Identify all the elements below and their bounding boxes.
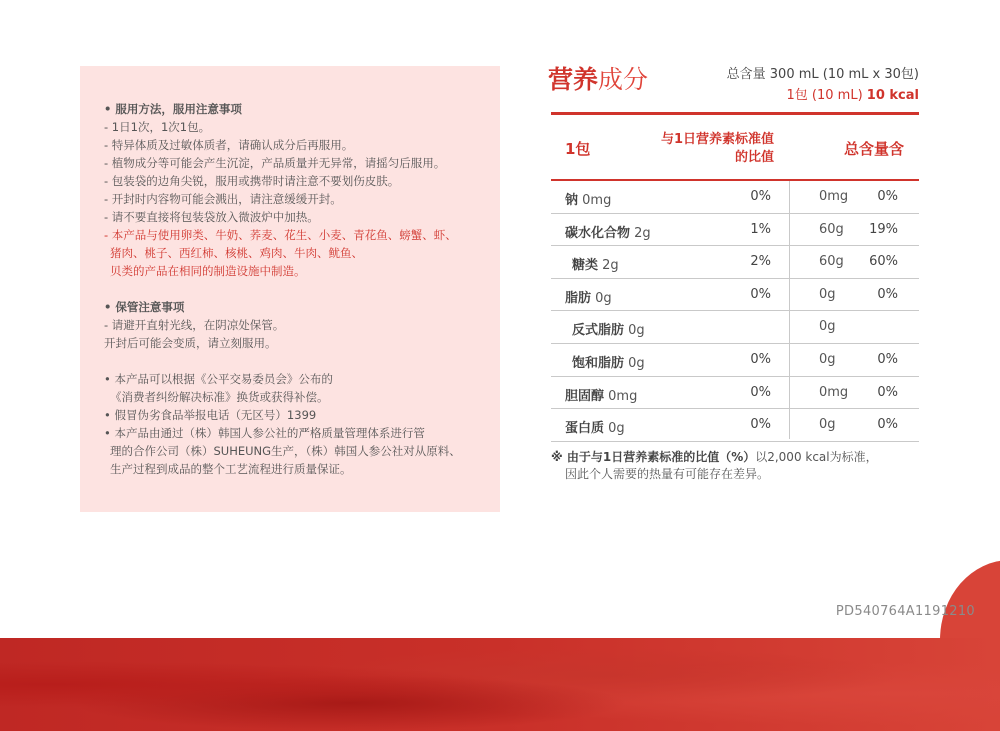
nutrient-name: 糖类 <box>572 258 599 274</box>
nutrition-row <box>551 214 919 247</box>
storage-line: 开封后可能会变质，请立刻服用。 <box>104 336 277 350</box>
allergen-line: 猪肉、桃子、西红柿、核桃、鸡肉、牛肉、鱿鱼、 <box>110 246 363 260</box>
notice-line: 理的合作公司（株）SUHEUNG生产，（株）韩国人参公社对从原料、 <box>110 444 461 458</box>
nutrient-name: 脂肪 <box>565 290 592 306</box>
per-pack-kcal: 10 kcal <box>866 88 919 103</box>
nutrient-amount: 0mg <box>582 193 612 208</box>
nutrition-row <box>551 279 919 312</box>
nutrition-title-light: 成分 <box>598 65 649 94</box>
nutrient-label <box>565 417 625 436</box>
nutrient-daily-pct: 0% <box>750 189 771 204</box>
product-code: PD540764A1191210 <box>835 604 975 619</box>
nutrient-total-amount: 0mg <box>819 189 849 204</box>
header-total: 总含量含 <box>844 140 905 158</box>
nutrient-total-pct: 0% <box>877 384 898 400</box>
header-daily-ratio-line2: 的比值 <box>734 150 774 165</box>
footnote-rest: 以2,000 kcal为标准， <box>755 450 878 464</box>
notice-line: • 本产品由通过（株）韩国人参公社的严格质量管理体系进行管 <box>104 426 425 440</box>
usage-title: • 服用方法，服用注意事项 <box>104 102 242 116</box>
header-daily-ratio <box>631 131 774 167</box>
nutrition-table <box>551 181 919 442</box>
nutrient-total-amount: 0g <box>819 417 836 433</box>
nutrition-title-bold: 营养 <box>548 65 599 94</box>
storage-line: - 请避开直射光线，在阴凉处保管。 <box>104 318 285 332</box>
precautions-panel <box>80 66 500 512</box>
usage-line: - 请不要直接将包装袋放入微波炉中加热。 <box>104 210 319 224</box>
nutrient-amount: 0g <box>595 290 612 306</box>
decorative-corner <box>930 540 1000 640</box>
nutrition-title <box>548 60 648 96</box>
nutrient-total-amount: 0g <box>819 319 836 335</box>
nutrient-label <box>565 287 612 306</box>
nutrient-total-pct: 0% <box>877 351 898 367</box>
nutrient-daily-pct: 0% <box>750 384 771 400</box>
nutrient-total-pct: 60% <box>869 254 898 270</box>
nutrient-total-amount: 0g <box>819 351 836 367</box>
notice-line: • 假冒伪劣食品举报电话（无区号）1399 <box>104 408 317 422</box>
nutrient-label <box>565 385 637 404</box>
nutrient-name: 反式脂肪 <box>572 323 625 339</box>
footnote-bold: ※ 由于与1日营养素标准的比值（%） <box>551 450 756 464</box>
nutrition-table-header <box>551 115 919 179</box>
per-pack-energy <box>727 85 919 106</box>
nutrient-label <box>565 222 651 241</box>
nutrition-row <box>551 311 919 344</box>
nutrient-amount: 0mg <box>608 388 638 404</box>
nutrient-label <box>565 189 611 208</box>
nutrient-label <box>572 254 619 273</box>
usage-line: - 包装袋的边角尖锐，服用或携带时请注意不要划伤皮肤。 <box>104 174 400 188</box>
notice-line: 生产过程到成品的整个工艺流程进行质量保证。 <box>110 462 352 476</box>
nutrient-total-pct: 0% <box>877 189 898 204</box>
nutrient-label <box>572 352 645 371</box>
nutrient-amount: 2g <box>634 225 651 241</box>
header-per-pack: 1包 <box>565 140 591 158</box>
notice-line: 《消费者纠纷解决标准》换货或获得补偿。 <box>110 390 329 404</box>
storage-title: • 保管注意事项 <box>104 300 185 314</box>
nutrient-name: 钠 <box>565 193 579 208</box>
nutrient-total-pct: 0% <box>877 417 898 433</box>
nutrient-amount: 0g <box>628 323 645 339</box>
nutrient-name: 饱和脂肪 <box>572 355 625 371</box>
per-pack-size: 1包 (10 mL) <box>786 88 863 103</box>
notice-line: • 本产品可以根据《公平交易委员会》公布的 <box>104 372 333 386</box>
nutrition-row <box>551 181 919 214</box>
nutrition-row <box>551 344 919 377</box>
usage-line: - 开封时内容物可能会溅出，请注意缓缓开封。 <box>104 192 342 206</box>
decorative-banner <box>0 638 1000 731</box>
total-content: 总含量 300 mL (10 mL x 30包) <box>726 67 919 82</box>
nutrient-daily-pct: 0% <box>750 417 771 433</box>
nutrient-total-pct: 19% <box>869 221 898 237</box>
nutrient-total-amount: 0g <box>819 286 836 302</box>
nutrition-footnote <box>551 449 878 483</box>
nutrient-name: 碳水化合物 <box>565 225 631 241</box>
usage-line: - 特异体质及过敏体质者，请确认成分后再服用。 <box>104 138 354 152</box>
nutrient-name: 胆固醇 <box>565 388 605 404</box>
header-daily-ratio-line1: 与1日营养素标准值 <box>660 132 774 147</box>
table-column-divider <box>789 181 790 439</box>
nutrition-total <box>727 64 919 106</box>
nutrition-row <box>551 409 919 442</box>
nutrient-label <box>572 319 645 338</box>
allergen-line: 贝类的产品在相同的制造设施中制造。 <box>110 264 306 278</box>
nutrient-amount: 0g <box>608 421 625 437</box>
nutrient-amount: 0g <box>628 355 645 371</box>
nutrient-total-amount: 0mg <box>819 384 849 400</box>
nutrient-daily-pct: 0% <box>750 286 771 302</box>
nutrient-total-amount: 60g <box>819 254 844 270</box>
nutrient-daily-pct: 0% <box>750 351 771 367</box>
nutrition-row <box>551 377 919 410</box>
nutrition-row <box>551 246 919 279</box>
nutrient-daily-pct: 2% <box>750 254 771 270</box>
usage-line: - 植物成分等可能会产生沉淀，产品质量并无异常，请摇匀后服用。 <box>104 156 446 170</box>
usage-line: - 1日1次，1次1包。 <box>104 120 211 134</box>
nutrient-name: 蛋白质 <box>565 421 605 437</box>
footnote-line2: 因此个人需要的热量有可能存在差异。 <box>565 467 770 481</box>
allergen-line: - 本产品与使用卵类、牛奶、荞麦、花生、小麦、青花鱼、螃蟹、虾、 <box>104 228 457 242</box>
nutrient-daily-pct: 1% <box>750 221 771 237</box>
nutrient-total-amount: 60g <box>819 221 844 237</box>
nutrient-total-pct: 0% <box>877 286 898 302</box>
nutrient-amount: 2g <box>602 258 619 274</box>
